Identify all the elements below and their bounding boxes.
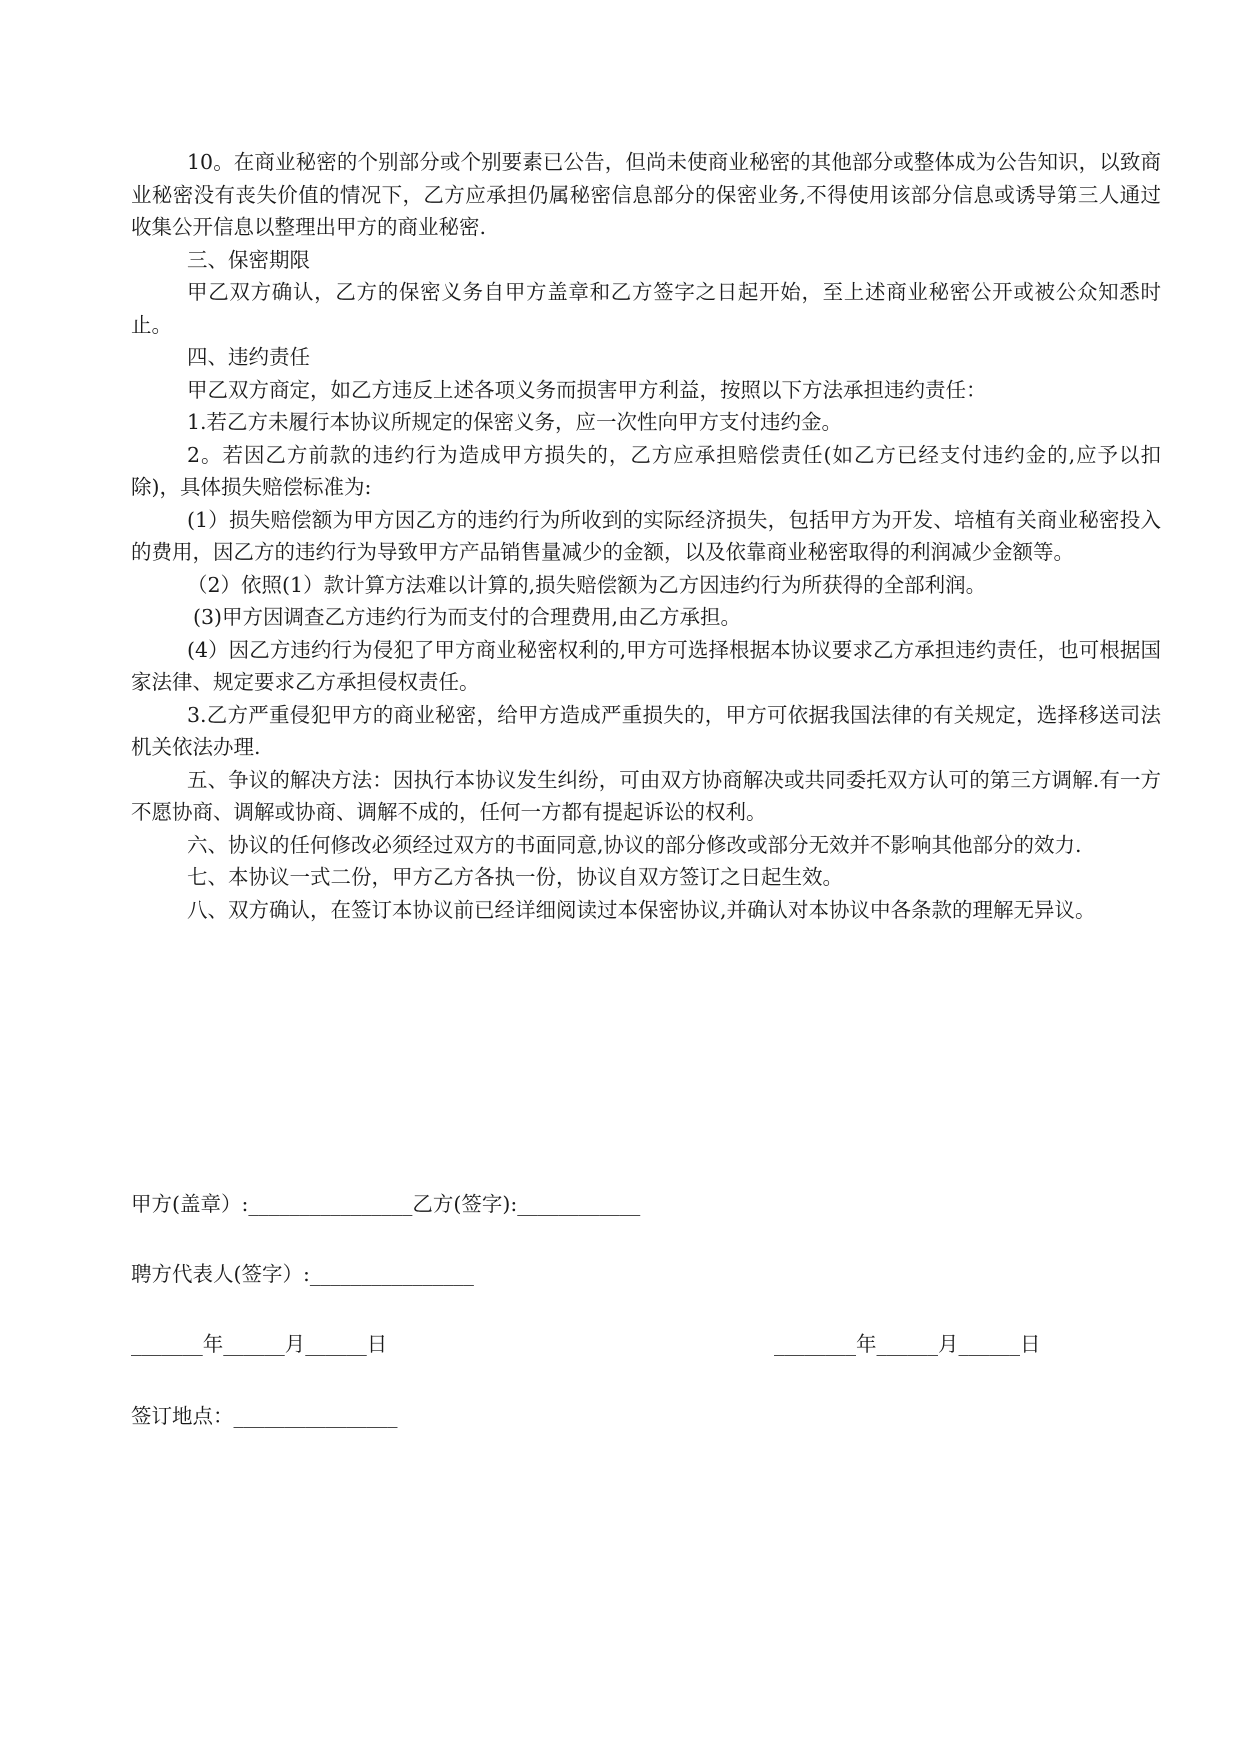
signing-place-line: 签订地点：________________ (131, 1404, 398, 1428)
breach-item-3: 3.乙方严重侵犯甲方的商业秘密，给甲方造成严重损失的，甲方可依据我国法律的有关规定，选择移送司法机关依法办理. (131, 702, 1161, 759)
compensation-item-3: (3)甲方因调查乙方违约行为而支付的合理费用,由乙方承担。 (193, 605, 742, 629)
date-line-left: _______年______月______日 (131, 1332, 388, 1356)
compensation-item-2: （2）依照(1）款计算方法难以计算的,损失赔偿额为乙方因违约行为所获得的全部利润。 (187, 572, 987, 597)
copies-clause: 七、本协议一式二份，甲方乙方各执一份，协议自双方签订之日起生效。 (187, 865, 843, 889)
dispute-resolution: 五、争议的解决方法：因执行本协议发生纠纷，可由双方协商解决或共同委托双方认可的第三方调解.有一方不愿协商、调解或协商、调解不成的，任何一方都有提起诉讼的权利。 (131, 767, 1161, 824)
section-heading-breach-liability: 四、违约责任 (187, 345, 310, 369)
compensation-item-1: (1）损失赔偿额为甲方因乙方的违约行为所收到的实际经济损失，包括甲方为开发、培植有关商业秘密投入的费用，因乙方的违约行为导致甲方产品销售量减少的金额，以及依靠商业秘密取得的利润减少金额等。 (131, 507, 1161, 564)
party-signature-line: 甲方(盖章）:________________乙方(签字):____________ (131, 1192, 641, 1216)
breach-item-1: 1.若乙方未履行本协议所规定的保密义务，应一次性向甲方支付违约金。 (187, 410, 843, 434)
breach-liability-intro: 甲乙双方商定，如乙方违反上述各项义务而损害甲方利益，按照以下方法承担违约责任： (187, 377, 987, 402)
agreement-body (131, 146, 1161, 926)
amendment-clause: 六、协议的任何修改必须经过双方的书面同意,协议的部分修改或部分无效并不影响其他部分的效力. (187, 832, 1082, 857)
compensation-item-4: (4）因乙方违约行为侵犯了甲方商业秘密权利的,甲方可选择根据本协议要求乙方承担违约责任，也可根据国家法律、规定要求乙方承担侵权责任。 (131, 637, 1161, 694)
acknowledgement-clause: 八、双方确认，在签订本协议前已经详细阅读过本保密协议,并确认对本协议中各条款的理解无异议。 (187, 897, 1096, 922)
employer-representative-signature-line: 聘方代表人(签字）:________________ (131, 1262, 474, 1286)
date-line-right: ________年______月______日 (774, 1332, 1041, 1356)
breach-item-2: 2。若因乙方前款的违约行为造成甲方损失的，乙方应承担赔偿责任(如乙方已经支付违约金的,应予以扣除)，具体损失赔偿标准为: (131, 442, 1161, 499)
confidentiality-period-text: 甲乙双方确认，乙方的保密义务自甲方盖章和乙方签字之日起开始，至上述商业秘密公开或被公众知悉时止。 (131, 280, 1161, 337)
clause-10: 10。在商业秘密的个别部分或个别要素已公告，但尚未使商业秘密的其他部分或整体成为公告知识，以致商业秘密没有丧失价值的情况下，乙方应承担仍属秘密信息部分的保密业务,不得使用该部分信息或诱导第三人通过收集公开信息以整理出甲方的商业秘密. (131, 150, 1161, 239)
section-heading-confidentiality-period: 三、保密期限 (187, 247, 310, 272)
